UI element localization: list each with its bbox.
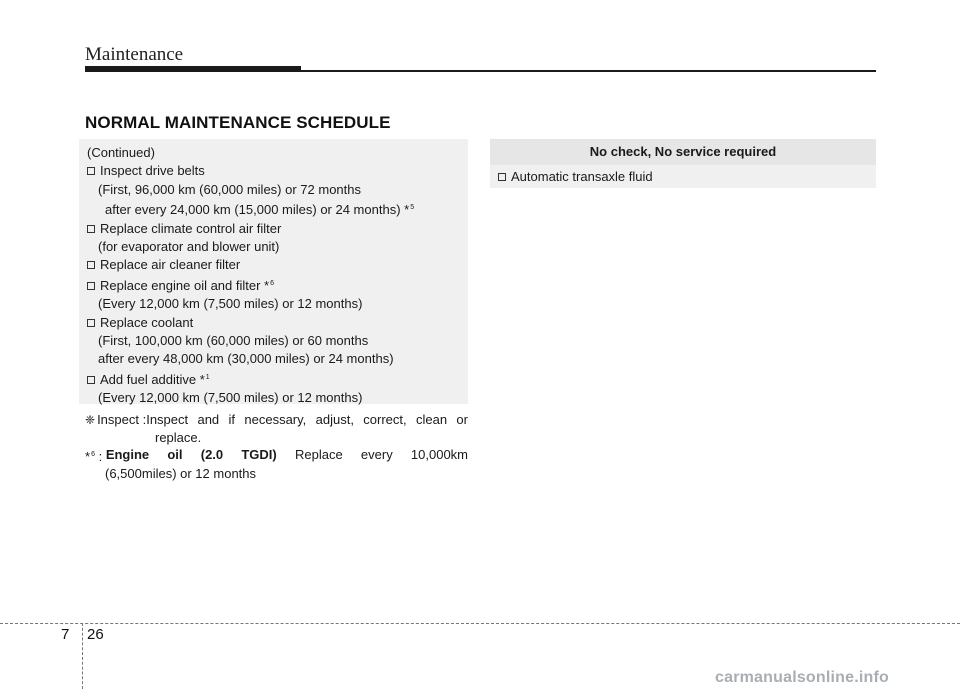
checkbox-icon (87, 167, 95, 175)
page-number: 26 (87, 626, 104, 643)
footnote-ref: 6 (270, 279, 275, 287)
item-detail: (for evaporator and blower unit) (98, 239, 280, 255)
item-detail-text: after every 24,000 km (15,000 miles) or 24 months) * (105, 202, 410, 218)
item-label: Add fuel additive * (100, 371, 205, 387)
item-label: Replace engine oil and filter * (100, 277, 270, 293)
footnote-bold: Engine oil (2.0 TGDI) (105, 447, 277, 462)
inspect-lead-text: Inspect : (97, 412, 147, 427)
footnote-mark: * (85, 449, 91, 464)
item-detail: (First, 96,000 km (60,000 miles) or 72 months (98, 181, 361, 197)
item-label: Replace coolant (100, 314, 194, 330)
footnote-lead (85, 446, 106, 465)
footer-rule (0, 623, 960, 624)
item-detail: (Every 12,000 km (7,500 miles) or 12 months) (98, 390, 363, 406)
footnote-6 (85, 446, 468, 465)
checkbox-icon (87, 319, 95, 327)
footnote-ref: 1 (205, 373, 210, 381)
list-item (87, 314, 468, 332)
footnote-ref: 5 (410, 204, 415, 212)
list-item (87, 369, 468, 389)
item-detail: after every 48,000 km (30,000 miles) or 24 months) (98, 351, 394, 367)
section-title: NORMAL MAINTENANCE SCHEDULE (85, 113, 391, 132)
inspect-lead (85, 411, 146, 429)
footnote-text-cont: (6,500miles) or 12 months (105, 466, 257, 481)
header-rule-thin (301, 70, 876, 72)
list-item (87, 220, 468, 238)
continued-label: (Continued) (87, 145, 155, 160)
item-label: Automatic transaxle fluid (511, 169, 653, 184)
item-detail: (Every 12,000 km (7,500 miles) or 12 months) (98, 296, 363, 312)
notes (85, 411, 468, 482)
header-rule-thick (85, 66, 301, 72)
no-service-box (490, 165, 876, 188)
watermark: carmanualsonline.info (715, 669, 890, 686)
footer-divider (82, 623, 83, 689)
chapter-number: 7 (61, 626, 70, 643)
item-detail (87, 199, 468, 219)
checkbox-icon (87, 261, 95, 269)
inspect-text: Inspect and if necessary, adjust, correct, clean or (146, 412, 468, 427)
list-item (87, 162, 468, 180)
inspect-text-cont: replace. (155, 430, 202, 445)
item-label: Replace climate control air filter (100, 220, 282, 236)
checkbox-icon (87, 282, 95, 290)
schedule-box (79, 139, 468, 404)
asterism-icon: ❈ (85, 413, 96, 427)
inspect-note (85, 411, 468, 429)
item-detail: (First, 100,000 km (60,000 miles) or 60 months (98, 333, 369, 349)
checkbox-icon (87, 225, 95, 233)
footnote-rest: Replace every 10,000km (276, 447, 468, 462)
no-service-header: No check, No service required (490, 139, 876, 165)
item-label: Replace air cleaner filter (100, 257, 241, 273)
footnote-text (106, 446, 468, 465)
footnote-colon: : (94, 449, 106, 464)
list-item (87, 275, 468, 295)
item-label: Inspect drive belts (100, 163, 205, 179)
checkbox-icon (498, 173, 506, 181)
footnote-number: 6 (91, 451, 95, 458)
list-item (87, 256, 468, 274)
checkbox-icon (87, 376, 95, 384)
header-title: Maintenance (85, 44, 184, 65)
